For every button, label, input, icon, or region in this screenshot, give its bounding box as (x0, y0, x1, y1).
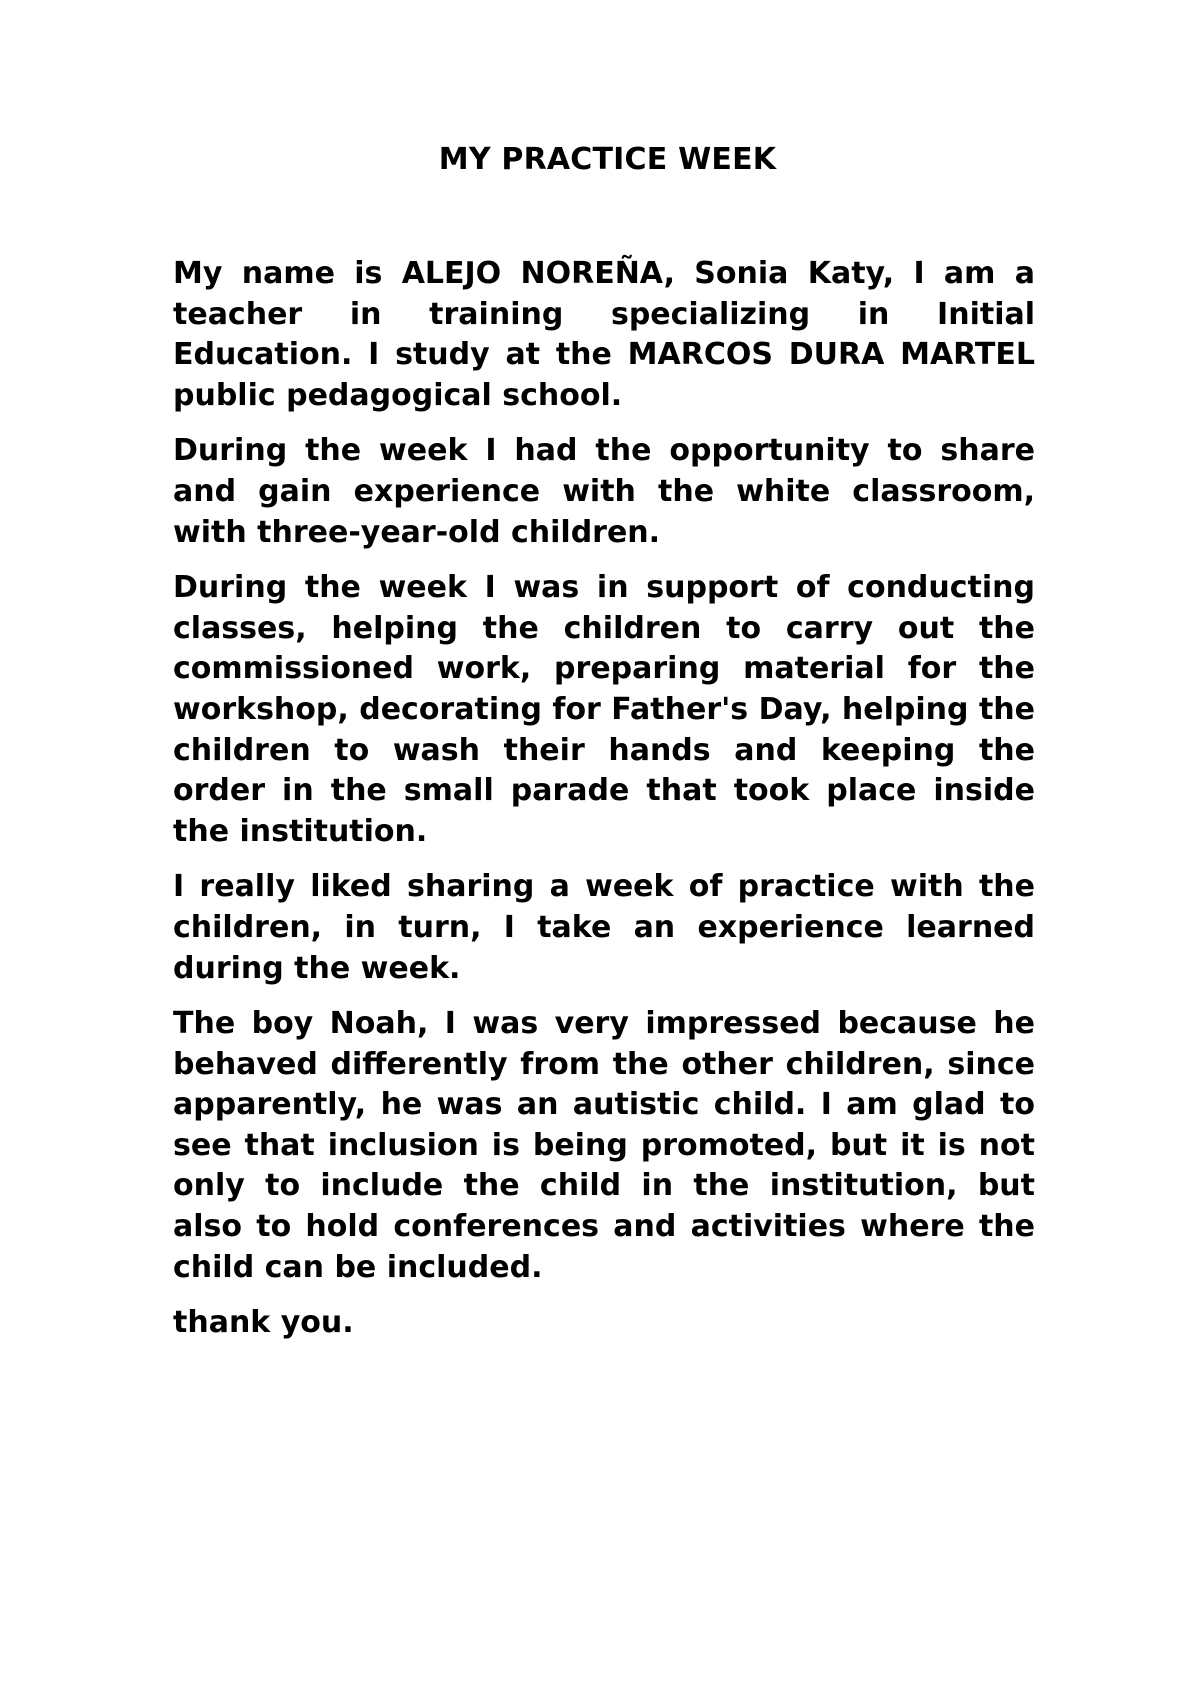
paragraph-inclusion: The boy Noah, I was very impressed because he behaved differently from the other children, since apparently, he was an autistic child. I am glad to see that inclusion is being promoted, but it is not only to include the child in the institution, but also to hold conferences and activities where the child can be included. (173, 1006, 1035, 1285)
document-body (173, 254, 1035, 1359)
paragraph-activities: During the week I was in support of conducting classes, helping the children to carry out the commissioned work, preparing material for the workshop, decorating for Father's Day, helping the children to wash their hands and keeping the order in the small parade that took place inside the institution. (173, 570, 1035, 849)
paragraph-closing: thank you. (173, 1305, 354, 1341)
document-title: MY PRACTICE WEEK (438, 142, 777, 177)
paragraph-classroom: During the week I had the opportunity to share and gain experience with the white classroom, with three-year-old children. (173, 433, 1035, 550)
paragraph-introduction: My name is ALEJO NOREÑA, Sonia Katy, I am a teacher in training specializing in Initial Education. I study at the MARCOS DURA MARTEL public pedagogical school. (173, 256, 1035, 413)
paragraph-reflection: I really liked sharing a week of practice with the children, in turn, I take an experience learned during the week. (173, 869, 1035, 986)
